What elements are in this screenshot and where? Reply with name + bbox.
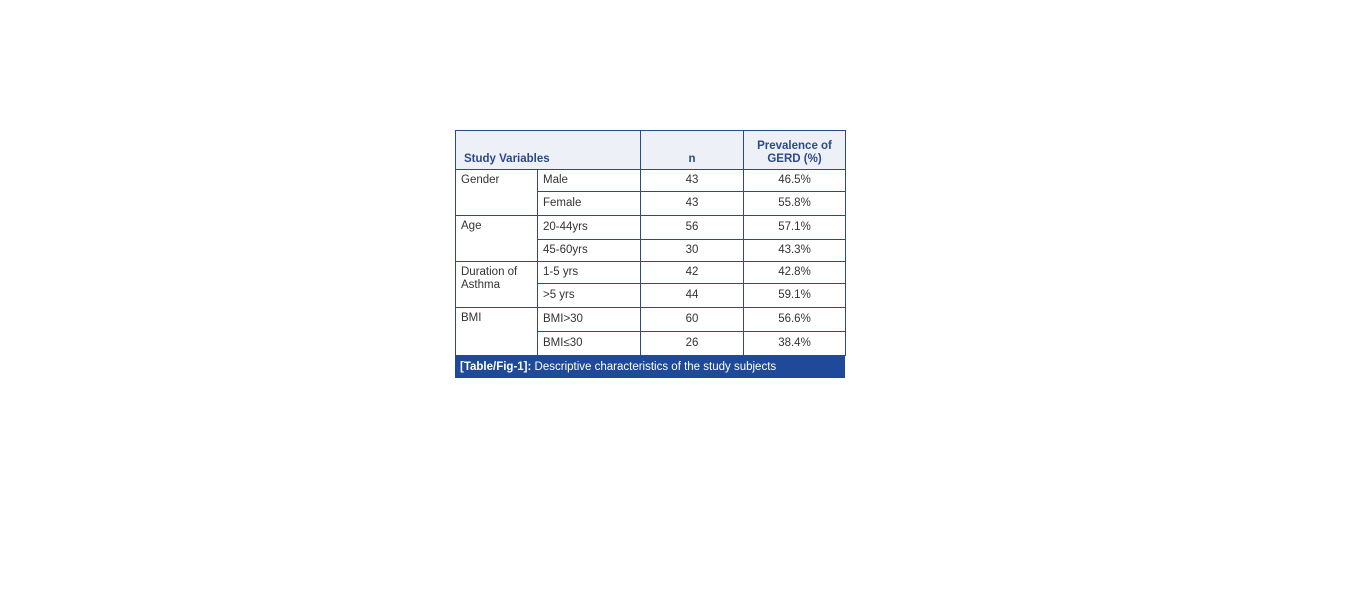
- n-value: 26: [641, 332, 744, 356]
- n-value: 43: [641, 170, 744, 192]
- prevalence-value: 57.1%: [744, 216, 846, 240]
- group-label: BMI: [456, 308, 538, 356]
- n-value: 60: [641, 308, 744, 332]
- prevalence-value: 42.8%: [744, 262, 846, 284]
- header-n: n: [641, 131, 744, 170]
- table-row: [456, 262, 846, 284]
- table-figure: [455, 130, 845, 378]
- n-value: 30: [641, 240, 744, 262]
- n-value: 44: [641, 284, 744, 308]
- n-value: 42: [641, 262, 744, 284]
- caption-label: [Table/Fig-1]:: [460, 361, 532, 373]
- prevalence-value: 59.1%: [744, 284, 846, 308]
- sub-label: Female: [538, 192, 641, 216]
- n-value: 56: [641, 216, 744, 240]
- prevalence-value: 43.3%: [744, 240, 846, 262]
- group-label: Duration of Asthma: [456, 262, 538, 308]
- header-prevalence: Prevalence of GERD (%): [744, 131, 846, 170]
- prevalence-value: 38.4%: [744, 332, 846, 356]
- prevalence-value: 55.8%: [744, 192, 846, 216]
- sub-label: 20-44yrs: [538, 216, 641, 240]
- data-table: [455, 130, 846, 356]
- sub-label: >5 yrs: [538, 284, 641, 308]
- caption-text: Descriptive characteristics of the study subjects: [531, 361, 777, 373]
- group-label: Gender: [456, 170, 538, 216]
- n-value: 43: [641, 192, 744, 216]
- prevalence-value: 56.6%: [744, 308, 846, 332]
- sub-label: BMI≤30: [538, 332, 641, 356]
- table-row: [456, 216, 846, 240]
- group-label: Age: [456, 216, 538, 262]
- sub-label: 1-5 yrs: [538, 262, 641, 284]
- prevalence-value: 46.5%: [744, 170, 846, 192]
- table-row: [456, 170, 846, 192]
- header-study-variables: Study Variables: [456, 131, 641, 170]
- table-caption: [455, 356, 845, 378]
- sub-label: Male: [538, 170, 641, 192]
- sub-label: BMI>30: [538, 308, 641, 332]
- header-row: [456, 131, 846, 170]
- sub-label: 45-60yrs: [538, 240, 641, 262]
- table-row: [456, 308, 846, 332]
